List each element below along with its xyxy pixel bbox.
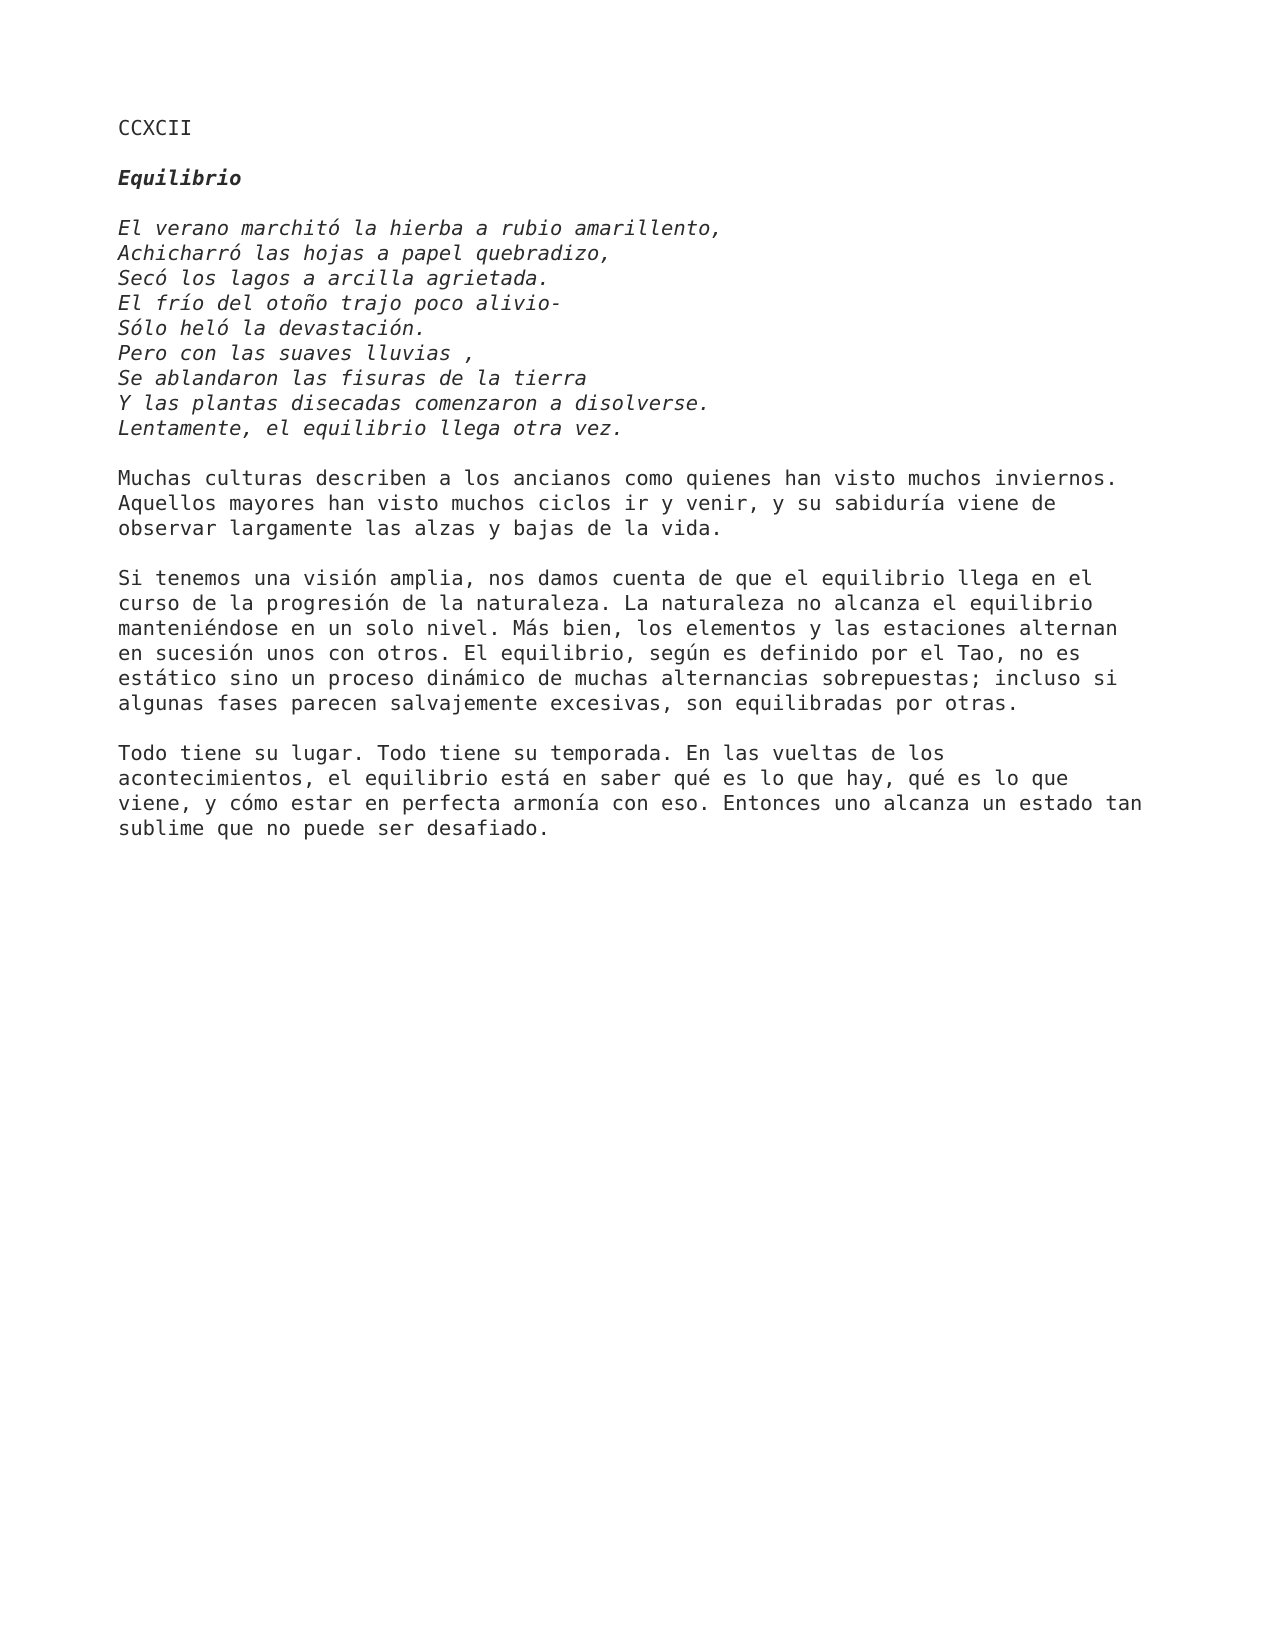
paragraph-line: viene, y cómo estar en perfecta armonía con eso. Entonces uno alcanza un estado tan	[118, 791, 1143, 815]
poem-line: El verano marchitó la hierba a rubio amarillento,	[118, 216, 723, 240]
spacer	[118, 716, 1218, 741]
spacer	[118, 141, 1218, 166]
spacer	[118, 191, 1218, 216]
poem-line: Secó los lagos a arcilla agrietada.	[118, 266, 550, 290]
paragraph-line: Si tenemos una visión amplia, nos damos cuenta de que el equilibrio llega en el	[118, 566, 1094, 590]
document-title: Equilibrio	[118, 166, 242, 190]
paragraph-nature-balance	[118, 566, 1218, 716]
paragraph-line: manteniéndose en un solo nivel. Más bien, los elementos y las estaciones alternan	[118, 616, 1118, 640]
poem-line: Achicharró las hojas a papel quebradizo,	[118, 241, 612, 265]
paragraph-line: Aquellos mayores han visto muchos ciclos ir y venir, y su sabiduría viene de	[118, 491, 1056, 515]
paragraph-line: algunas fases parecen salvajemente excesivas, son equilibradas por otras.	[118, 691, 1019, 715]
paragraph-line: en sucesión unos con otros. El equilibrio, según es definido por el Tao, no es	[118, 641, 1081, 665]
poem-line: Sólo heló la devastación.	[118, 316, 427, 340]
paragraph-line: curso de la progresión de la naturaleza. La naturaleza no alcanza el equilibrio	[118, 591, 1094, 615]
poem	[118, 216, 1218, 441]
poem-line: Pero con las suaves lluvias ,	[118, 341, 476, 365]
document-page	[118, 116, 1218, 841]
spacer	[118, 541, 1218, 566]
poem-line: Y las plantas disecadas comenzaron a disolverse.	[118, 391, 711, 415]
chapter-number: CCXCII	[118, 116, 193, 140]
paragraph-line: Muchas culturas describen a los ancianos como quienes han visto muchos inviernos.	[118, 466, 1118, 490]
paragraph-elders	[118, 466, 1218, 541]
spacer	[118, 441, 1218, 466]
poem-line: Se ablandaron las fisuras de la tierra	[118, 366, 587, 390]
paragraph-line: estático sino un proceso dinámico de muchas alternancias sobrepuestas; incluso si	[118, 666, 1118, 690]
paragraph-line: acontecimientos, el equilibrio está en saber qué es lo que hay, qué es lo que	[118, 766, 1069, 790]
poem-line: Lentamente, el equilibrio llega otra vez.	[118, 416, 625, 440]
paragraph-everything-has-its-place	[118, 741, 1218, 841]
paragraph-line: sublime que no puede ser desafiado.	[118, 816, 550, 840]
paragraph-line: observar largamente las alzas y bajas de la vida.	[118, 516, 723, 540]
paragraph-line: Todo tiene su lugar. Todo tiene su temporada. En las vueltas de los	[118, 741, 945, 765]
poem-line: El frío del otoño trajo poco alivio-	[118, 291, 563, 315]
